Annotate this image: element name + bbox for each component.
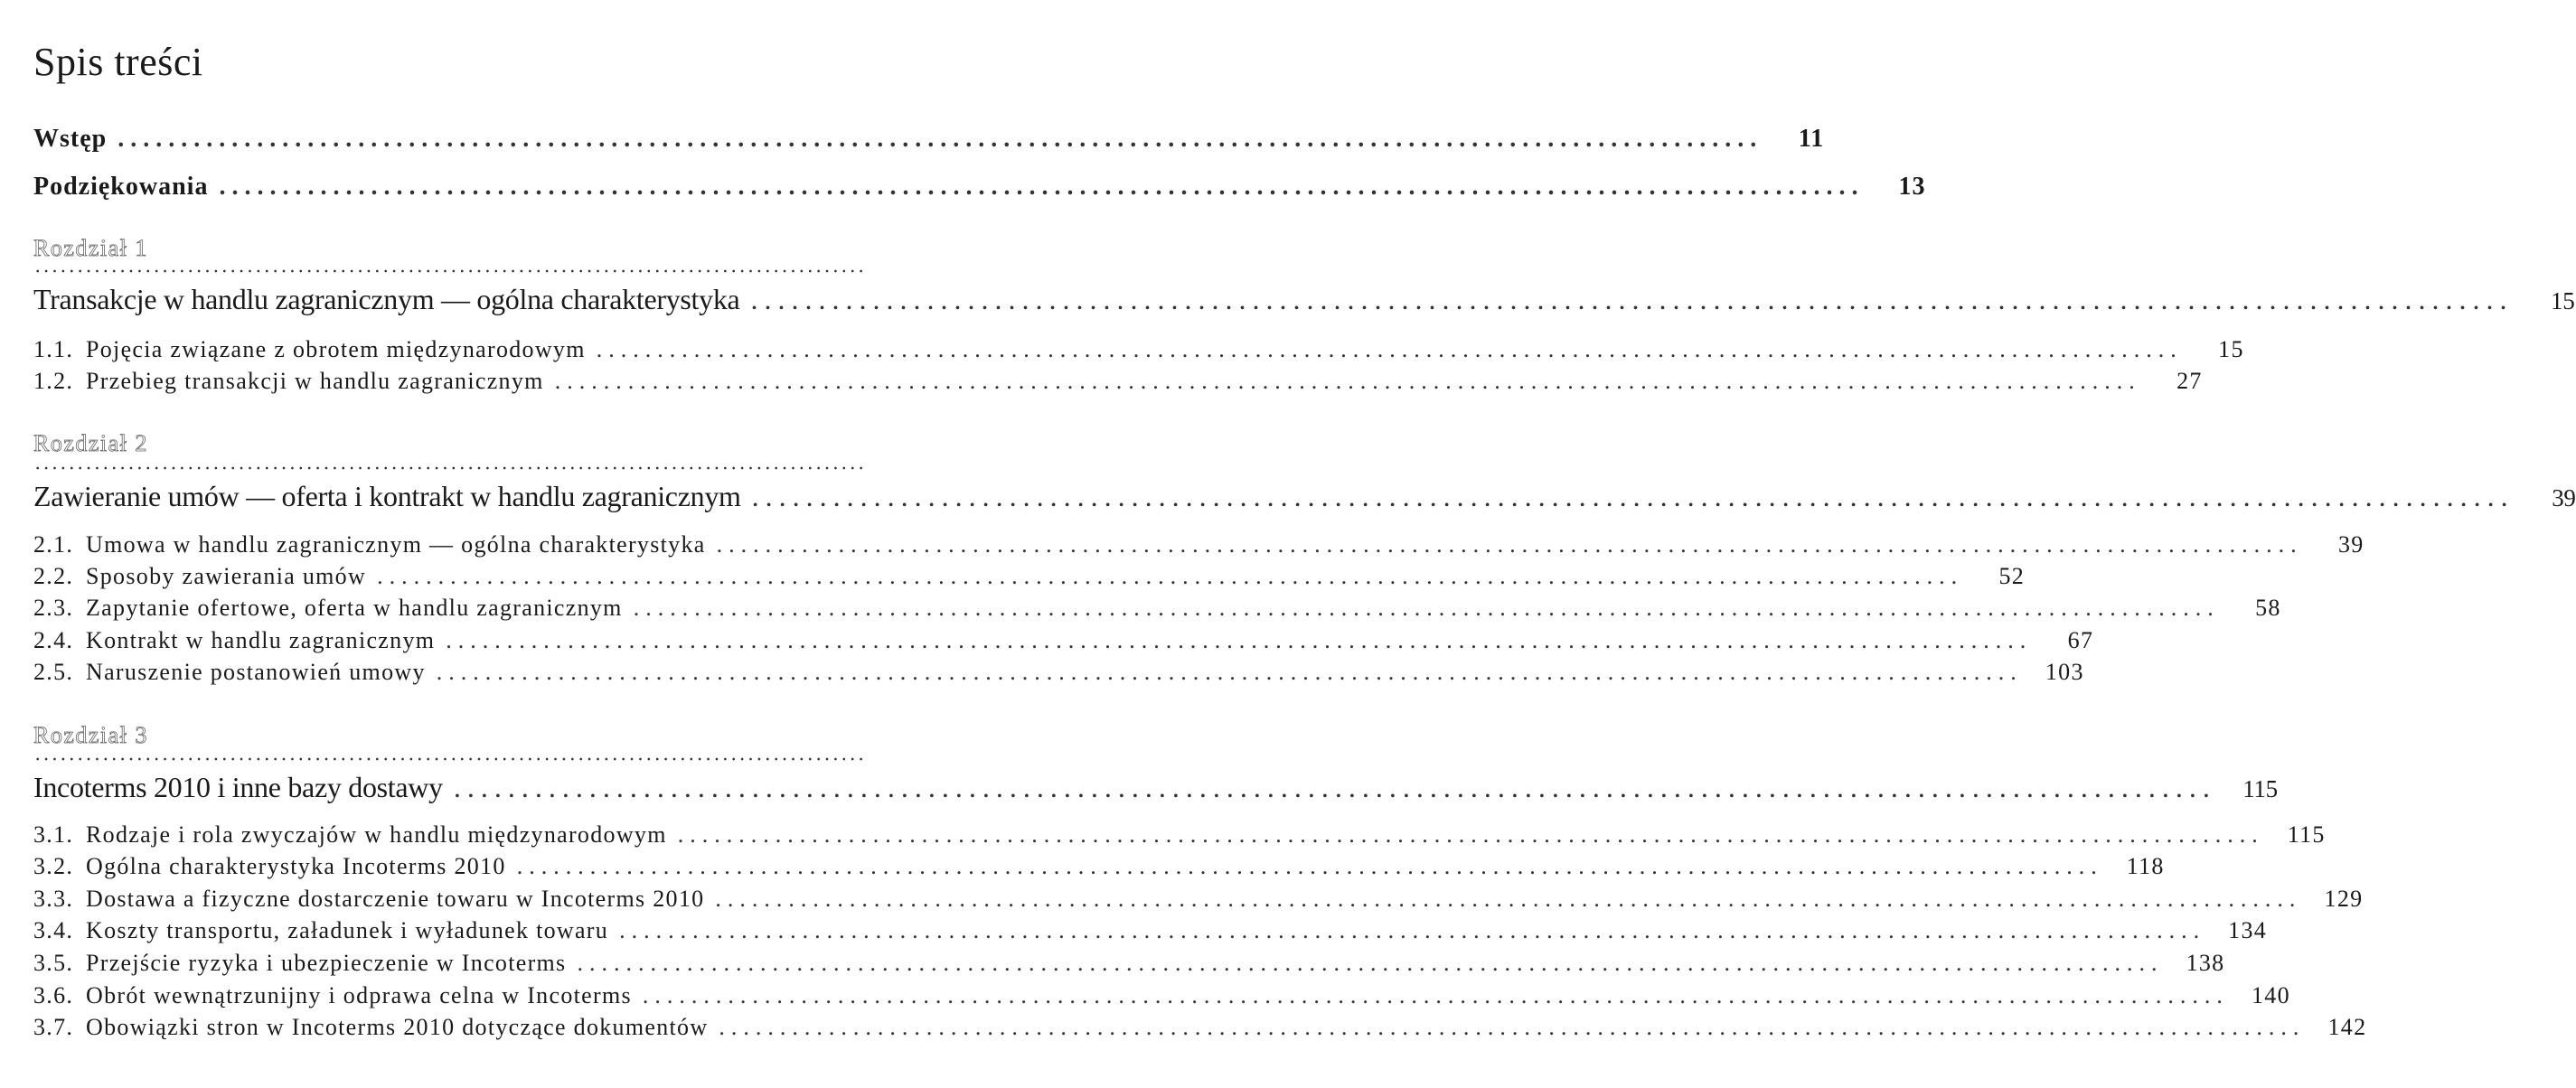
- section-number: 2.3.: [33, 595, 74, 621]
- chapter-divider: [33, 757, 863, 761]
- chapter-page: 39: [2552, 484, 2576, 511]
- chapter-title: Incoterms 2010 i inne bazy dostawy: [33, 771, 443, 803]
- section-title: Pojęcia związane z obrotem międzynarodowym: [86, 336, 586, 362]
- section-page: 52: [1998, 563, 2026, 589]
- section-page: 115: [2287, 821, 2326, 848]
- section-entry[interactable]: [33, 821, 2326, 849]
- section-number: 3.5.: [33, 950, 74, 976]
- section-entry[interactable]: [33, 531, 2364, 558]
- section-number: 3.3.: [33, 886, 74, 912]
- chapter-title-entry[interactable]: [33, 283, 2575, 316]
- chapter-divider: [33, 466, 863, 470]
- section-title: Naruszenie postanowień umowy: [86, 659, 426, 685]
- section-number: 2.5.: [33, 659, 74, 685]
- leader-dots: ..................................................................................................................................: [436, 659, 2023, 685]
- section-entry[interactable]: [33, 336, 2244, 363]
- toc-entry-page: 11: [1798, 125, 1825, 153]
- section-title: Sposoby zawierania umów: [86, 563, 367, 589]
- section-title: Zapytanie ofertowe, oferta w handlu zagranicznym: [86, 595, 623, 621]
- section-entry[interactable]: [33, 563, 2026, 590]
- section-page: 27: [2176, 368, 2203, 394]
- section-number: 1.1.: [33, 336, 74, 362]
- leader-dots: ..................................................................................................................................: [554, 368, 2141, 394]
- section-number: 3.7.: [33, 1014, 74, 1040]
- toc-entry-acknowledgements[interactable]: [33, 173, 1926, 202]
- chapter-label: Rozdział 3: [33, 722, 148, 748]
- toc-entry-intro[interactable]: [33, 125, 1825, 154]
- section-title: Obrót wewnątrzunijny i odprawa celna w Incoterms: [86, 982, 632, 1008]
- leader-dots: ..................................................................................................................................: [516, 853, 2103, 879]
- section-entry[interactable]: [33, 595, 2281, 622]
- leader-dots: ..................................................................................................................................: [719, 1014, 2306, 1040]
- toc-entry-label: Podziękowania: [33, 173, 209, 201]
- toc-entry-label: Wstęp: [33, 125, 108, 153]
- section-page: 134: [2228, 917, 2268, 943]
- section-entry[interactable]: [33, 917, 2268, 944]
- leader-dots: ..................................................................................................................................: [446, 627, 2033, 653]
- section-entry[interactable]: [33, 982, 2290, 1009]
- leader-dots: ..................................................................................................................................: [716, 531, 2303, 558]
- section-title: Rodzaje i rola zwyczajów w handlu międzynarodowym: [86, 821, 667, 848]
- page-title: Spis treści: [33, 40, 203, 84]
- chapter-title-entry[interactable]: [33, 480, 2576, 513]
- section-page: 39: [2338, 531, 2364, 558]
- section-title: Koszty transportu, załadunek i wyładunek towaru: [86, 917, 609, 943]
- section-number: 3.1.: [33, 821, 74, 848]
- chapter-page: 115: [2242, 775, 2278, 802]
- section-page: 129: [2324, 886, 2364, 912]
- chapter-title: Transakcje w handlu zagranicznym — ogólna charakterystyka: [33, 283, 740, 315]
- leader-dots: ..................................................................................................................................: [453, 771, 2216, 803]
- leader-dots: ..................................................................................................................................: [219, 173, 1865, 201]
- section-entry[interactable]: [33, 1014, 2367, 1041]
- leader-dots: ..................................................................................................................................: [642, 982, 2229, 1008]
- section-page: 142: [2327, 1014, 2367, 1040]
- leader-dots: ..................................................................................................................................: [677, 821, 2264, 848]
- section-title: Przebieg transakcji w handlu zagranicznym: [86, 368, 544, 394]
- section-entry[interactable]: [33, 950, 2225, 977]
- section-entry[interactable]: [33, 627, 2094, 654]
- section-page: 103: [2045, 659, 2084, 685]
- section-entry[interactable]: [33, 659, 2084, 686]
- section-page: 58: [2255, 595, 2281, 621]
- section-title: Ogólna charakterystyka Incoterms 2010: [86, 853, 506, 879]
- leader-dots: ..................................................................................................................................: [596, 336, 2183, 362]
- toc-entry-page: 13: [1898, 173, 1926, 201]
- leader-dots: ..................................................................................................................................: [633, 595, 2220, 621]
- chapter-divider: [33, 269, 863, 273]
- section-number: 2.1.: [33, 531, 74, 558]
- chapter-label: Rozdział 2: [33, 430, 148, 456]
- chapter-title: Zawieranie umów — oferta i kontrakt w handlu zagranicznym: [33, 480, 741, 512]
- section-page: 118: [2126, 853, 2165, 879]
- section-number: 2.4.: [33, 627, 74, 653]
- section-number: 3.6.: [33, 982, 74, 1008]
- leader-dots: ..................................................................................................................................: [619, 917, 2206, 943]
- chapter-page: 15: [2551, 287, 2575, 314]
- chapter-label: Rozdział 1: [33, 235, 148, 261]
- section-title: Dostawa a fizyczne dostarczenie towaru w Incoterms 2010: [86, 886, 705, 912]
- leader-dots: ..................................................................................................................................: [751, 480, 2515, 512]
- section-number: 1.2.: [33, 368, 74, 394]
- section-number: 3.4.: [33, 917, 74, 943]
- section-title: Umowa w handlu zagranicznym — ogólna charakterystyka: [86, 531, 706, 558]
- leader-dots: ..................................................................................................................................: [715, 886, 2302, 912]
- section-page: 138: [2186, 950, 2225, 976]
- section-page: 15: [2218, 336, 2244, 362]
- chapter-title-entry[interactable]: [33, 771, 2278, 804]
- section-number: 2.2.: [33, 563, 74, 589]
- leader-dots: ..................................................................................................................................: [577, 950, 2164, 976]
- section-number: 3.2.: [33, 853, 74, 879]
- leader-dots: ..................................................................................................................................: [377, 563, 1964, 589]
- section-title: Obowiązki stron w Incoterms 2010 dotyczące dokumentów: [86, 1014, 709, 1040]
- section-entry[interactable]: [33, 886, 2364, 913]
- section-title: Przejście ryzyka i ubezpieczenie w Incoterms: [86, 950, 567, 976]
- section-page: 140: [2251, 982, 2290, 1008]
- leader-dots: ..................................................................................................................................: [118, 125, 1763, 153]
- section-page: 67: [2067, 627, 2094, 653]
- section-entry[interactable]: [33, 853, 2165, 880]
- leader-dots: ..................................................................................................................................: [750, 283, 2514, 315]
- section-entry[interactable]: [33, 368, 2203, 395]
- section-title: Kontrakt w handlu zagranicznym: [86, 627, 436, 653]
